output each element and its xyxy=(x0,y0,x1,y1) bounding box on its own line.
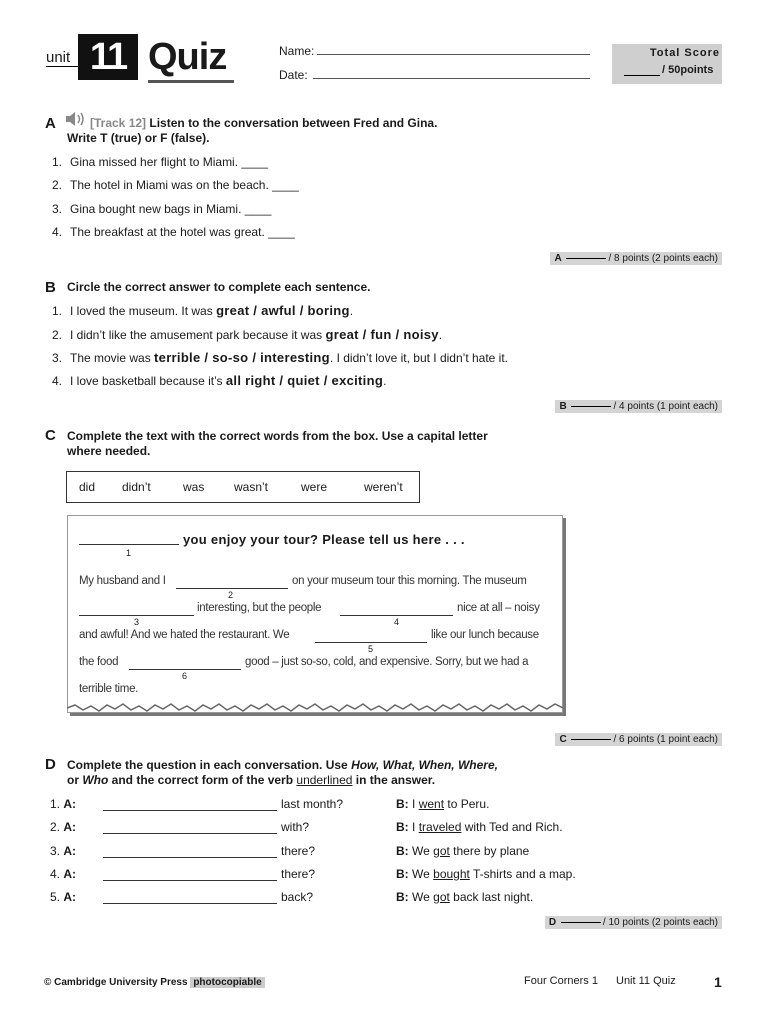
photocopiable-badge: photocopiable xyxy=(190,977,264,988)
name-field[interactable] xyxy=(317,54,590,55)
blank-number: 4 xyxy=(394,617,400,627)
note-text: interesting, but the people xyxy=(197,602,322,614)
track-label: [Track 12] xyxy=(90,116,147,130)
list-item: 3. Gina bought new bags in Miami. ____ xyxy=(51,202,272,216)
quiz-title: Quiz xyxy=(148,36,227,78)
book-title: Four Corners 1 xyxy=(524,975,598,987)
copyright-footer: © Cambridge University Press photocopiable xyxy=(44,977,265,988)
answer-options[interactable]: great / fun / noisy xyxy=(325,327,439,342)
blank-number: 5 xyxy=(368,644,374,654)
blank-1[interactable] xyxy=(79,544,179,545)
section-a-letter: A xyxy=(45,115,56,132)
answer-b: B: I went to Peru. xyxy=(396,797,490,811)
list-item: 2. The hotel in Miami was on the beach. ____ xyxy=(51,178,299,192)
total-score-line xyxy=(624,64,713,76)
note-text: terrible time. xyxy=(79,683,139,695)
answer-options[interactable]: great / awful / boring xyxy=(216,303,350,318)
word-option: wasn’t xyxy=(234,480,269,494)
conversation-row: 4. A: xyxy=(50,867,77,881)
conversation-row: 5. A: xyxy=(50,890,77,904)
name-label: Name: xyxy=(279,44,315,58)
unit-label: unit xyxy=(46,49,71,66)
word-option: were xyxy=(301,480,328,494)
answer-blank[interactable] xyxy=(103,903,277,904)
blank-number: 1 xyxy=(126,548,132,558)
note-text: nice at all – noisy xyxy=(457,602,540,614)
answer-b: B: I traveled with Ted and Rich. xyxy=(396,820,563,834)
points-blank[interactable] xyxy=(566,258,606,259)
word-option: was xyxy=(183,480,205,494)
conversation-row: 3. A: xyxy=(50,844,77,858)
speaker-icon xyxy=(64,111,88,127)
points-blank[interactable] xyxy=(571,739,611,740)
question-end: there? xyxy=(281,867,316,881)
section-c-letter: C xyxy=(45,427,56,444)
unit-quiz-label: Unit 11 Quiz xyxy=(616,975,676,987)
answer-blank[interactable] xyxy=(103,880,277,881)
list-item: 4. The breakfast at the hotel was great. ____ xyxy=(51,225,295,239)
word-option: weren’t xyxy=(364,480,403,494)
unit-number: 11 xyxy=(78,34,138,80)
points-blank[interactable] xyxy=(561,922,601,923)
note-text: My husband and I xyxy=(79,575,166,587)
list-item: 1. I loved the museum. It was great / awful / boring. xyxy=(51,303,354,318)
total-score-points: / 50points xyxy=(662,64,714,76)
list-item: 4. I love basketball because it’s all right / quiet / exciting. xyxy=(51,373,387,388)
section-a-instruction-2: Write T (true) or F (false). xyxy=(67,131,210,145)
blank-number: 2 xyxy=(228,590,234,600)
unit-underline xyxy=(46,66,78,67)
answer-options[interactable]: terrible / so-so / interesting xyxy=(154,350,330,365)
note-text: and awful! And we hated the restaurant. We xyxy=(79,629,290,641)
note-text: good – just so-so, cold, and expensive. Sorry, but we had a xyxy=(245,656,529,668)
blank-number: 6 xyxy=(182,671,188,681)
points-blank[interactable] xyxy=(571,406,611,407)
section-b-points: B / 4 points (1 point each) xyxy=(555,400,722,413)
note-text: like our lunch because xyxy=(431,629,539,641)
section-c-points: C / 6 points (1 point each) xyxy=(555,733,722,746)
conversation-row: 1. A: xyxy=(50,797,77,811)
section-a-instruction-1 xyxy=(90,116,437,131)
question-end: with? xyxy=(281,820,310,834)
note-text: the food xyxy=(79,656,119,668)
note-heading: you enjoy your tour? Please tell us here . . . xyxy=(183,532,465,547)
total-score-label: Total Score xyxy=(649,47,720,59)
answer-blank[interactable] xyxy=(103,833,277,834)
question-end: back? xyxy=(281,890,314,904)
answer-b: B: We bought T-shirts and a map. xyxy=(396,867,576,881)
date-label: Date: xyxy=(279,68,308,82)
answer-b: B: We got there by plane xyxy=(396,844,530,858)
list-item: 2. I didn’t like the amusement park because it was great / fun / noisy. xyxy=(51,327,443,342)
section-a-points: A / 8 points (2 points each) xyxy=(550,252,722,265)
answer-b: B: We got back last night. xyxy=(396,890,534,904)
section-d-instruction-1: Complete the question in each conversation. Use How, What, When, Where, xyxy=(67,758,498,772)
section-d-letter: D xyxy=(45,756,56,773)
section-c-instruction-2: where needed. xyxy=(67,444,151,458)
blank-6[interactable] xyxy=(129,669,241,670)
word-box xyxy=(66,471,420,503)
question-end: there? xyxy=(281,844,316,858)
date-field[interactable] xyxy=(313,78,590,79)
answer-blank[interactable] xyxy=(103,810,277,811)
blank-number: 3 xyxy=(134,617,140,627)
page-number: 1 xyxy=(714,974,722,990)
blank-5[interactable] xyxy=(315,642,427,643)
word-option: did xyxy=(79,480,96,494)
blank-2[interactable] xyxy=(176,588,288,589)
note-text: on your museum tour this morning. The museum xyxy=(292,575,527,587)
word-option: didn’t xyxy=(122,480,151,494)
title-underline xyxy=(148,80,234,83)
conversation-row: 2. A: xyxy=(50,820,77,834)
blank-4[interactable] xyxy=(340,615,453,616)
instruction-text: Listen to the conversation between Fred and Gina. xyxy=(149,116,438,130)
section-b-instruction: Circle the correct answer to complete each sentence. xyxy=(67,280,371,294)
section-d-instruction-2: or Who and the correct form of the verb underlined in the answer. xyxy=(67,773,436,787)
section-b-letter: B xyxy=(45,279,56,296)
list-item: 3. The movie was terrible / so-so / interesting. I didn’t love it, but I didn’t hate it. xyxy=(51,350,509,365)
section-c-instruction-1: Complete the text with the correct words from the box. Use a capital letter xyxy=(67,429,488,443)
review-note xyxy=(67,515,563,713)
question-end: last month? xyxy=(281,797,344,811)
score-blank[interactable] xyxy=(624,75,660,76)
torn-edge xyxy=(67,702,563,714)
answer-blank[interactable] xyxy=(103,857,277,858)
answer-options[interactable]: all right / quiet / exciting xyxy=(225,373,384,388)
blank-3[interactable] xyxy=(79,615,194,616)
section-d-points: D / 10 points (2 points each) xyxy=(545,916,722,929)
list-item: 1. Gina missed her flight to Miami. ____ xyxy=(51,155,269,169)
